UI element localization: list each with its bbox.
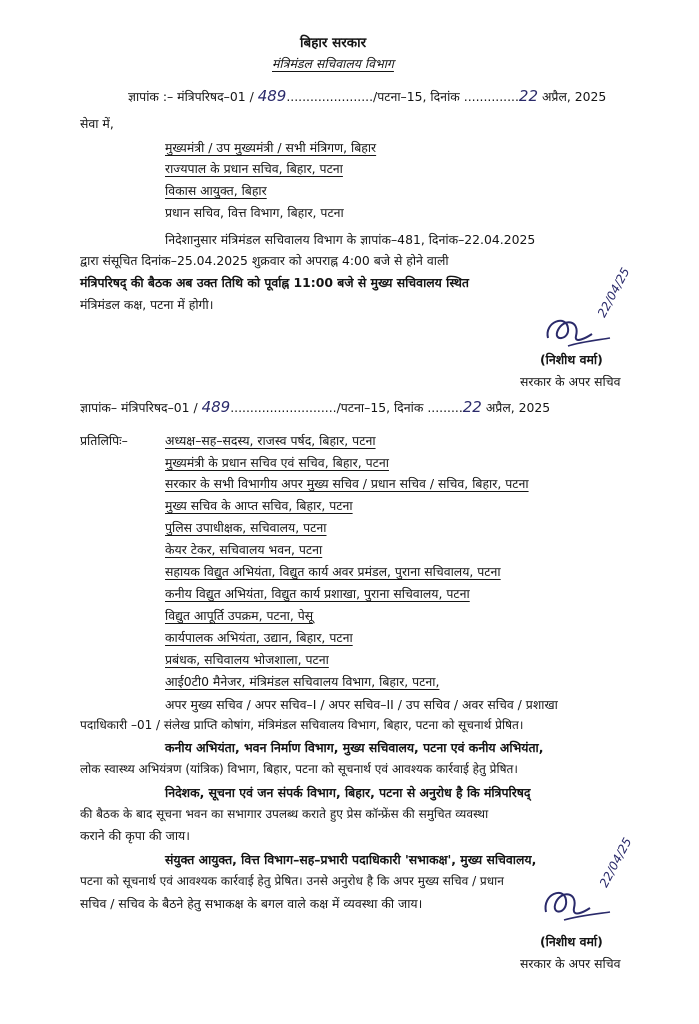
body-line: निदेशानुसार मंत्रिमंडल सचिवालय विभाग के ज्ञापांक–481, दिनांक–22.04.2025 [165,232,536,247]
ref-place: /पटना–15, दिनांक [373,89,460,104]
ref-number-handwritten: 489 [201,398,231,416]
ref-day-handwritten: 22 [462,398,482,416]
copy-list-item: मुख्यमंत्री के प्रधान सचिव एवं सचिव, बिहार, पटना [165,455,389,470]
para-line: सचिव / सचिव के बैठने हेतु सभाकक्ष के बगल वाले कक्ष में व्यवस्था की जाय। [80,896,423,911]
ref-day-handwritten: 22 [518,87,538,105]
recipient-line: मुख्यमंत्री / उप मुख्यमंत्री / सभी मंत्रिगण, बिहार [165,140,377,155]
ref-prefix: ज्ञापांक– मंत्रिपरिषद–01 / [80,400,198,415]
copy-list-item: कार्यपालक अभियंता, उद्यान, बिहार, पटना [165,630,353,645]
copy-label: प्रतिलिपिः– [80,433,128,448]
signatory-name: (निशीथ वर्मा) [540,352,603,367]
para-line [165,738,543,757]
para-line: की बैठक के बाद सूचना भवन का सभागार उपलब्ध कराते हुए प्रेस कॉन्फ्रेंस की समुचित व्यवस्था [80,807,489,821]
body-line: मंत्रिमंडल कक्ष, पटना में होगी। [80,297,214,312]
ref-line-2 [80,398,550,417]
para-line: लोक स्वास्थ्य अभियंत्रण (यांत्रिक) विभाग, बिहार, पटना को सूचनार्थ एवं आवश्यक कार्रवाई हेतु प्रेषित। [80,762,518,776]
copy-list-item: सहायक विद्युत अभियंता, विद्युत कार्य अवर प्रमंडल, पुराना सचिवालय, पटना [165,564,501,579]
ref-dots: ...................... [286,89,374,104]
to-label: सेवा में, [80,116,114,131]
copy-list-item: कनीय विद्युत अभियंता, विद्युत कार्य प्रशाखा, पुराना सचिवालय, पटना [165,586,470,601]
para-line: पटना को सूचनार्थ एवं आवश्यक कार्रवाई हेतु प्रेषित। उनसे अनुरोध है कि अपर मुख्य सचिव / प्रधान [80,874,504,888]
para-line: पदाधिकारी –01 / संलेख प्राप्ति कोषांग, मंत्रिमंडल सचिवालय विभाग, बिहार, पटना को सूचनार्थ प्रेषित। [80,718,524,732]
recipient-line: विकास आयुक्त, बिहार [165,183,267,198]
copy-list-item: प्रबंधक, सचिवालय भोजशाला, पटना [165,652,329,667]
body-line: द्वारा संसूचित दिनांक–25.04.2025 शुक्रवार को अपराह्न 4:00 बजे से होने वाली [80,253,449,268]
copy-list-item: केयर टेकर, सचिवालय भवन, पटना [165,542,323,557]
para-line: अपर मुख्य सचिव / अपर सचिव–I / अपर सचिव–II / उप सचिव / अवर सचिव / प्रशाखा [165,697,558,712]
para-line: निदेशक, सूचना एवं जन संपर्क विभाग, बिहार, पटना से अनुरोध है कि मंत्रिपरिषद् [165,785,531,800]
signature-image [540,308,650,352]
copy-list-item: पुलिस उपाधीक्षक, सचिवालय, पटना [165,520,327,535]
copy-list-item: अध्यक्ष–सह–सदस्य, राजस्व पर्षद, बिहार, पटना [165,433,376,448]
ref-dots: ........................... [230,400,337,415]
para-line: संयुक्त आयुक्त, वित्त विभाग–सह–प्रभारी पदाधिकारी 'सभाकक्ष', मुख्य सचिवालय, [165,852,537,867]
para-line: कराने की कृपा की जाय। [80,828,190,843]
ref-dots: .............. [463,89,519,104]
ref-number-handwritten: 489 [257,87,287,105]
government-heading: बिहार सरकार [300,35,367,51]
copy-list-item: विद्युत आपूर्ति उपक्रम, पटना, पेसू [165,608,314,623]
copy-list-item: आई0टी0 मैनेजर, मंत्रिमंडल सचिवालय विभाग, बिहार, पटना, [165,674,440,689]
body-line: मंत्रिपरिषद् की बैठक अब उक्त तिथि को पूर्वाह्न 11:00 बजे से मुख्य सचिवालय स्थित [80,275,469,290]
ref-line-1 [128,87,606,106]
signatory-title: सरकार के अपर सचिव [520,956,621,971]
recipient-line: प्रधान सचिव, वित्त विभाग, बिहार, पटना [165,205,344,220]
recipient-line: राज्यपाल के प्रधान सचिव, बिहार, पटना [165,161,343,176]
para-bold-lead: कनीय अभियंता, भवन निर्माण विभाग, मुख्य सचिवालय, पटना एवं कनीय अभियंता, [165,740,544,755]
signatory-name: (निशीथ वर्मा) [540,934,603,949]
signature-date-handwritten: 22/04/25 [596,835,635,890]
signature-date-handwritten: 22/04/25 [594,265,633,320]
ref-month-year: अप्रैल, 2025 [485,400,551,415]
signature-image [538,878,648,926]
ref-prefix: ज्ञापांक :– मंत्रिपरिषद–01 / [128,89,254,104]
copy-list-item: मुख्य सचिव के आप्त सचिव, बिहार, पटना [165,498,353,513]
ref-month-year: अप्रैल, 2025 [541,89,607,104]
signatory-title: सरकार के अपर सचिव [520,374,621,389]
ref-place: /पटना–15, दिनांक [336,400,424,415]
copy-list-item: सरकार के सभी विभागीय अपर मुख्य सचिव / प्रधान सचिव / सचिव, बिहार, पटना [165,476,529,491]
ref-dots: ......... [427,400,463,415]
department-heading: मंत्रिमंडल सचिवालय विभाग [272,56,394,71]
